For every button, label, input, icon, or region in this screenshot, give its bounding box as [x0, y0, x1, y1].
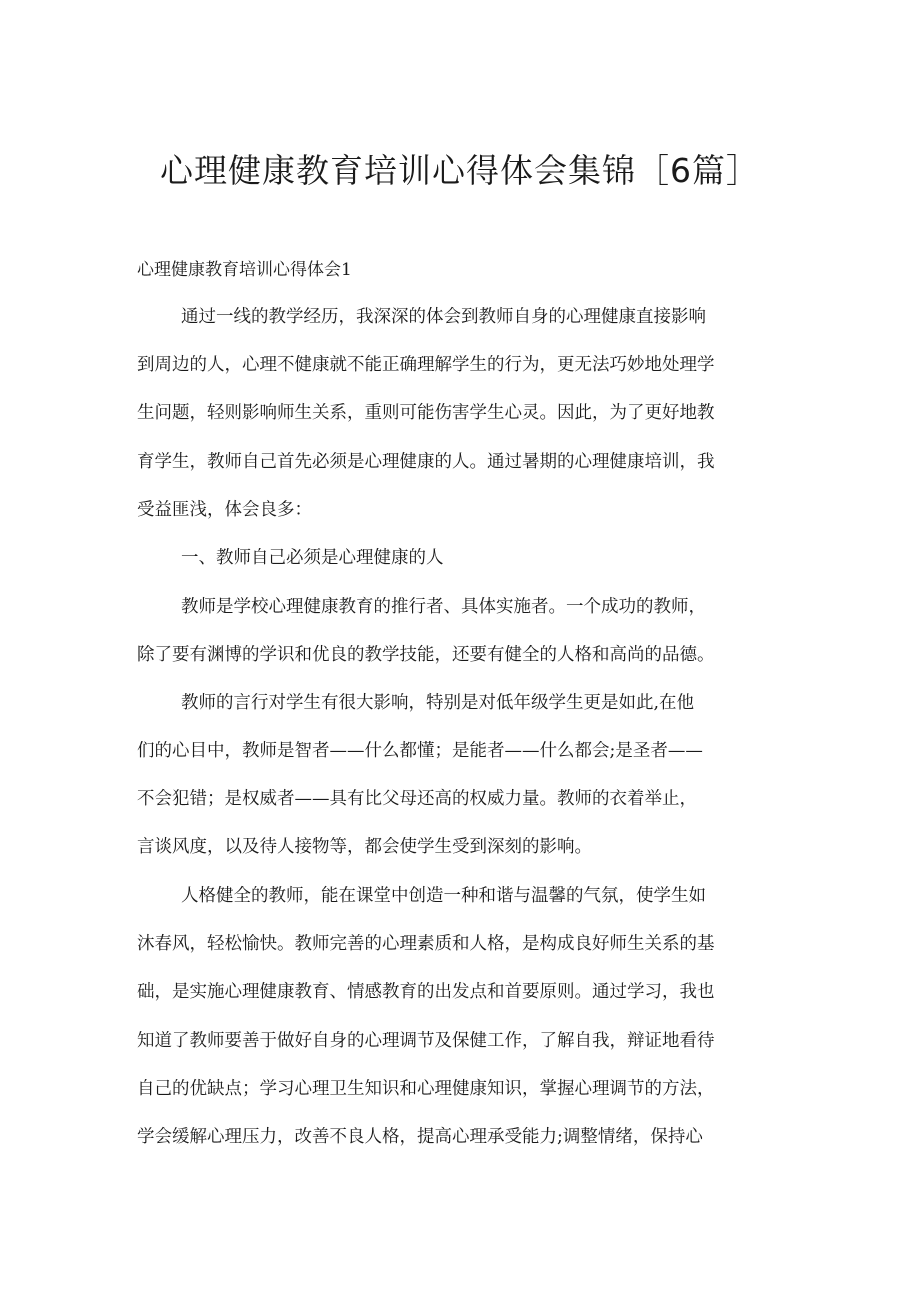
- paragraph-line-4: 育学生，教师自己首先必须是心理健康的人。通过暑期的心理健康培训，我: [137, 452, 715, 472]
- paragraph-line-18: 学会缓解心理压力，改善不良人格，提高心理承受能力;调整情绪，保持心: [137, 1127, 703, 1147]
- paragraph-line-17: 自己的优缺点；学习心理卫生知识和心理健康知识，掌握心理调节的方法，: [137, 1079, 715, 1099]
- paragraph-line-14: 沐春风，轻松愉快。教师完善的心理素质和人格，是构成良好师生关系的基: [137, 934, 715, 954]
- paragraph-line-3: 生问题，轻则影响师生关系，重则可能伤害学生心灵。因此，为了更好地教: [137, 403, 715, 423]
- paragraph-line-12: 言谈风度，以及待人接物等，都会使学生受到深刻的影响。: [137, 837, 592, 857]
- paragraph-line-1: 通过一线的教学经历，我深深的体会到教师自身的心理健康直接影响: [181, 307, 706, 327]
- paragraph-line-2: 到周边的人，心理不健康就不能正确理解学生的行为，更无法巧妙地处理学: [137, 355, 715, 375]
- paragraph-line-10: 们的心目中，教师是智者——什么都懂；是能者——什么都会;是圣者——: [137, 741, 703, 761]
- subheading-teacher-health: 一、教师自己必须是心理健康的人: [181, 548, 444, 568]
- paragraph-line-8: 除了要有渊博的学识和优良的教学技能，还要有健全的人格和高尚的品德。: [137, 645, 715, 665]
- paragraph-line-9: 教师的言行对学生有很大影响，特别是对低年级学生更是如此,在他: [181, 693, 695, 713]
- paragraph-line-16: 知道了教师要善于做好自身的心理调节及保健工作，了解自我，辩证地看待: [137, 1031, 715, 1051]
- paragraph-line-13: 人格健全的教师，能在课堂中创造一种和谐与温馨的气氛，使学生如: [181, 886, 706, 906]
- section-heading: 心理健康教育培训心得体会1: [137, 260, 352, 280]
- paragraph-line-11: 不会犯错；是权威者——具有比父母还高的权威力量。教师的衣着举止，: [137, 789, 697, 809]
- paragraph-line-15: 础，是实施心理健康教育、情感教育的出发点和首要原则。通过学习，我也: [137, 982, 715, 1002]
- document-title: 心理健康教育培训心得体会集锦［6篇］: [160, 151, 760, 190]
- paragraph-line-5: 受益匪浅，体会良多：: [137, 500, 312, 520]
- paragraph-line-7: 教师是学校心理健康教育的推行者、具体实施者。一个成功的教师，: [181, 597, 706, 617]
